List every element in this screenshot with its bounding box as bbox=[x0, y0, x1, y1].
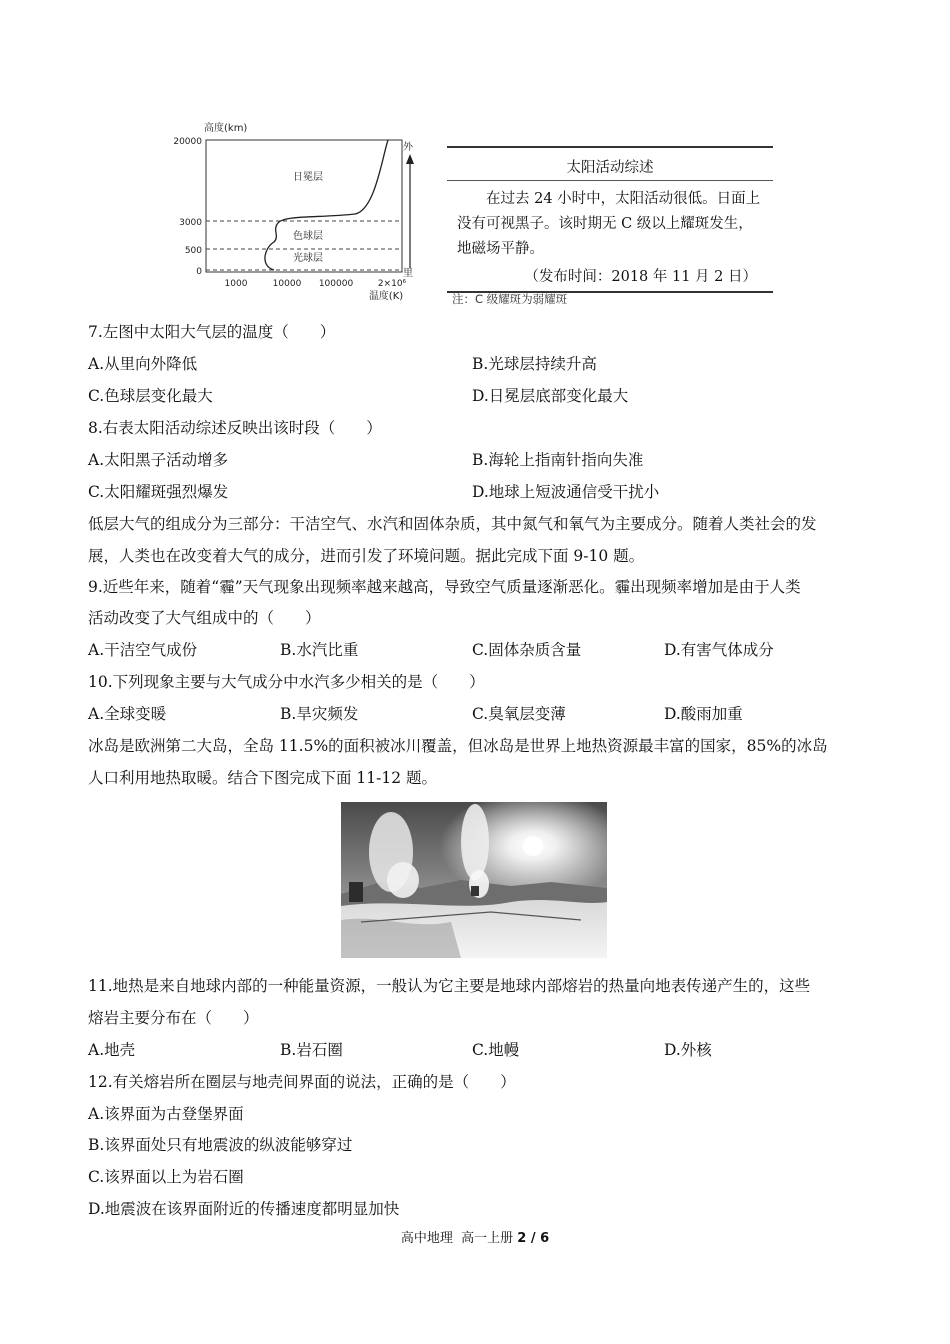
geothermal-photo bbox=[341, 802, 607, 958]
direction-arrow-head bbox=[406, 154, 414, 164]
q8-option-b: B.海轮上指南针指向失准 bbox=[472, 451, 644, 469]
q8-stem: 8.右表太阳活动综述反映出该时段（ ） bbox=[88, 419, 382, 437]
summary-body: 在过去 24 小时中，太阳活动很低。日面上没有可视黑子。该时期无 C 级以上耀斑发生，地磁场平静。 bbox=[457, 191, 761, 257]
q9-stem-line1: 9.近些年来，随着“霾”天气现象出现频率越来越高，导致空气质量逐渐恶化。霾出现频率增加是由于人类 bbox=[88, 578, 801, 596]
solar-atmosphere-chart bbox=[170, 118, 430, 308]
y-tick-500: 500 bbox=[184, 246, 202, 256]
q11-option-d: D.外核 bbox=[664, 1041, 712, 1059]
q10-option-c: C.臭氧层变薄 bbox=[472, 705, 566, 723]
photo-well-structure bbox=[471, 886, 479, 896]
q7-option-b: B.光球层持续升高 bbox=[472, 355, 597, 373]
q12-option-c: C.该界面以上为岩石圈 bbox=[88, 1168, 244, 1186]
x-tick-100000: 100000 bbox=[318, 279, 354, 289]
q10-stem: 10.下列现象主要与大气成分中水汽多少相关的是（ ） bbox=[88, 673, 485, 691]
footer-course: 高中地理 bbox=[400, 1231, 453, 1246]
direction-in-label: 里 bbox=[403, 268, 413, 279]
layer-chromosphere-label: 色球层 bbox=[293, 231, 323, 242]
q12-stem: 12.有关熔岩所在圈层与地壳间界面的说法，正确的是（ ） bbox=[88, 1073, 516, 1091]
q12-option-d: D.地震波在该界面附近的传播速度都明显加快 bbox=[88, 1200, 400, 1218]
x-tick-2e6: 2×10⁶ bbox=[377, 279, 407, 289]
q10-option-d: D.酸雨加重 bbox=[664, 705, 743, 723]
footer-volume: 高一上册 bbox=[461, 1231, 514, 1246]
summary-divider bbox=[447, 180, 773, 181]
q11-stem-line1: 11.地热是来自地球内部的一种能量资源，一般认为它主要是地球内部熔岩的热量向地表传递产生的，这些 bbox=[88, 977, 811, 995]
summary-title: 太阳活动综述 bbox=[566, 160, 654, 176]
q7-option-d: D.日冕层底部变化最大 bbox=[472, 387, 629, 405]
y-tick-20000: 20000 bbox=[173, 137, 202, 147]
layer-corona-label: 日冕层 bbox=[293, 172, 323, 183]
photo-ground-shadow bbox=[341, 919, 461, 958]
q7-stem: 7.左图中太阳大气层的温度（ ） bbox=[88, 323, 336, 341]
x-tick-10000: 10000 bbox=[272, 279, 302, 289]
summary-note: 注：C 级耀斑为弱耀斑 bbox=[452, 292, 568, 306]
direction-out-label: 外 bbox=[403, 142, 413, 153]
q11-option-b: B.岩石圈 bbox=[280, 1041, 343, 1059]
photo-steam-left-base bbox=[387, 862, 419, 898]
photo-steam-right bbox=[461, 804, 489, 880]
passage2-line2: 人口利用地热取暖。结合下图完成下面 11-12 题。 bbox=[88, 769, 438, 787]
summary-date: （发布时间：2018 年 11 月 2 日） bbox=[524, 269, 757, 285]
q12-option-a: A.该界面为古登堡界面 bbox=[88, 1105, 244, 1123]
q7-option-a: A.从里向外降低 bbox=[88, 355, 198, 373]
passage2-line1: 冰岛是欧洲第二大岛，全岛 11.5%的面积被冰川覆盖，但冰岛是世界上地热资源最丰富的国家，85%的冰岛 bbox=[88, 737, 828, 755]
page-footer bbox=[0, 1227, 950, 1246]
q10-option-b: B.旱灾频发 bbox=[280, 705, 359, 723]
q9-option-c: C.固体杂质含量 bbox=[472, 641, 582, 659]
q10-option-a: A.全球变暖 bbox=[88, 705, 167, 723]
x-axis-label: 温度(K) bbox=[368, 291, 404, 302]
q8-option-a: A.太阳黑子活动增多 bbox=[88, 451, 229, 469]
q7-option-c: C.色球层变化最大 bbox=[88, 387, 213, 405]
solar-activity-summary bbox=[447, 146, 773, 293]
y-tick-3000: 3000 bbox=[179, 218, 202, 228]
q8-option-d: D.地球上短波通信受干扰小 bbox=[472, 483, 660, 501]
q11-option-c: C.地幔 bbox=[472, 1041, 520, 1059]
x-tick-1000: 1000 bbox=[224, 279, 248, 289]
passage1-line2: 展，人类也在改变着大气的成分，进而引发了环境问题。据此完成下面 9-10 题。 bbox=[88, 547, 645, 565]
q9-option-d: D.有害气体成分 bbox=[664, 641, 774, 659]
y-axis-label: 高度(km) bbox=[204, 123, 248, 134]
y-tick-0: 0 bbox=[196, 267, 202, 277]
photo-building bbox=[349, 882, 363, 902]
q11-option-a: A.地壳 bbox=[88, 1041, 136, 1059]
passage1-line1: 低层大气的组成分为三部分：干洁空气、水汽和固体杂质，其中氮气和氧气为主要成分。随着人类社会的发 bbox=[88, 515, 817, 533]
q11-stem-line2: 熔岩主要分布在（ ） bbox=[88, 1009, 259, 1027]
layer-photosphere-label: 光球层 bbox=[293, 253, 323, 264]
q9-option-a: A.干洁空气成份 bbox=[88, 641, 198, 659]
photo-sun bbox=[523, 836, 543, 856]
q9-option-b: B.水汽比重 bbox=[280, 641, 359, 659]
footer-page-number: 2 / 6 bbox=[517, 1231, 550, 1246]
q12-option-b: B.该界面处只有地震波的纵波能够穿过 bbox=[88, 1136, 353, 1154]
temperature-curve bbox=[265, 140, 388, 270]
q9-stem-line2: 活动改变了大气组成中的（ ） bbox=[88, 609, 321, 627]
q8-option-c: C.太阳耀斑强烈爆发 bbox=[88, 483, 229, 501]
